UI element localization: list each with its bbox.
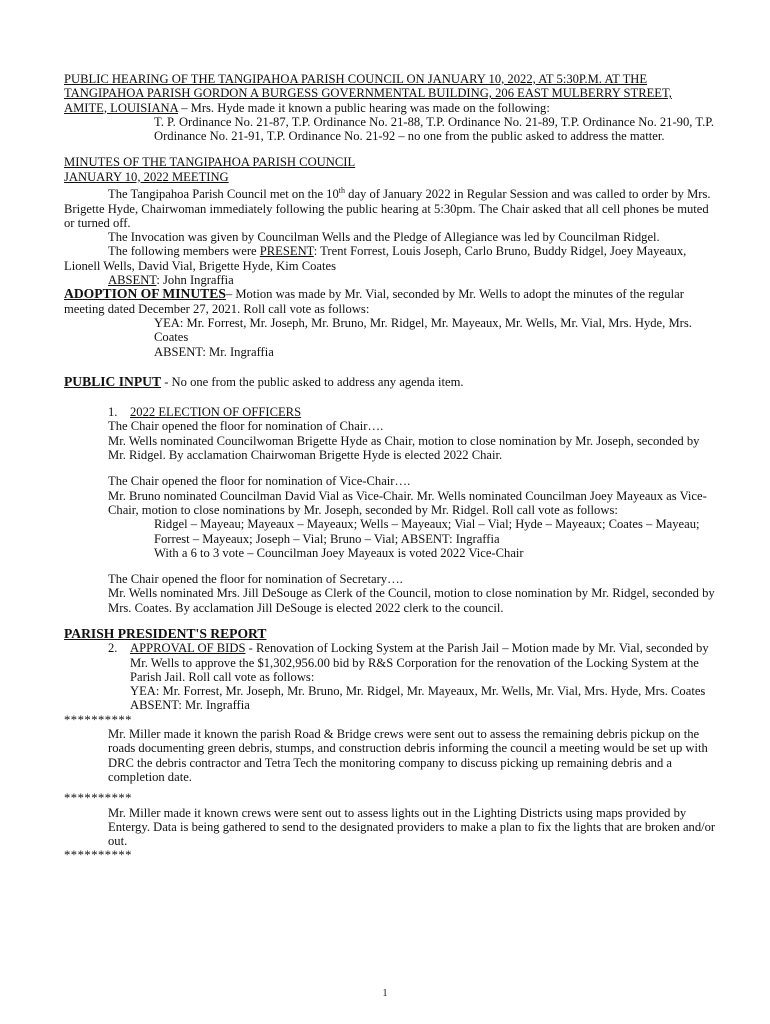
call-to-order-paragraph: The Tangipahoa Parish Council met on the 10th day of January 2022 in Regular Session and was called to order by Mrs. Brigette Hyde, Chairwoman immediately following the public hearing at 5:30pm. The Chair asked that all cell phones be muted or turned off. <box>64 186 711 230</box>
separator-stars: ********** <box>64 712 132 727</box>
adoption-paragraph: ADOPTION OF MINUTES– Motion was made by Mr. Vial, seconded by Mr. Wells to adopt the minutes of the regular meeting dated December 27, 2021. Roll call vote as follows: <box>64 286 684 316</box>
chair-nomination-result: Mr. Wells nominated Councilwoman Brigette Hyde as Chair, motion to close nomination by Mr. Joseph, seconded by Mr. Ridgel. By acclamation Chairwoman Brigette Hyde is elected 2022 Chair. <box>108 433 700 463</box>
vice-chair-nomination-open: The Chair opened the floor for nomination of Vice-Chair…. <box>108 474 411 489</box>
president-report-heading: PARISH PRESIDENT'S REPORT <box>64 625 267 641</box>
meeting-date-heading: JANUARY 10, 2022 MEETING <box>64 169 229 184</box>
adoption-label: ADOPTION OF MINUTES <box>64 286 226 302</box>
debris-report: Mr. Miller made it known the parish Road & Bridge crews were sent out to assess the remaining debris pickup on the roads documenting green debris, stumps, and construction debris informing the council a meeting would be set up with DRC the debris contractor and Tetra Tech the monitoring company to discuss picking up remaining debris and a completion date. <box>108 727 708 784</box>
page-number: 1 <box>382 988 388 999</box>
ordinance-list: T. P. Ordinance No. 21-87, T.P. Ordinance No. 21-88, T.P. Ordinance No. 21-89, T.P. Ordinance No. 21-90, T.P. Ordinance No. 21-91, T.P. Ordinance No. 21-92 – no one from the public asked to address the matter. <box>154 114 714 144</box>
invocation-paragraph: The Invocation was given by Councilman Wells and the Pledge of Allegiance was led by Councilman Ridgel. <box>108 230 660 245</box>
public-hearing-paragraph <box>64 72 716 115</box>
adoption-absent: ABSENT: Mr. Ingraffia <box>154 344 274 359</box>
vice-chair-votes: Ridgel – Mayeau; Mayeaux – Mayeaux; Wells – Mayeaux; Vial – Vial; Hyde – Mayeaux; Coates – Mayeau; Forrest – Mayeaux; Joseph – Vial; Bruno – Vial; ABSENT: Ingraffia <box>154 517 700 546</box>
public-input-label: PUBLIC INPUT <box>64 373 162 389</box>
election-item: 1. 2022 ELECTION OF OFFICERS <box>64 405 716 419</box>
chair-nomination-open: The Chair opened the floor for nomination of Chair…. <box>108 419 384 434</box>
election-title: 2022 ELECTION OF OFFICERS <box>130 405 302 420</box>
separator-stars: ********** <box>64 791 132 806</box>
absent-label: ABSENT <box>108 273 157 288</box>
vice-chair-nomination-text: Mr. Bruno nominated Councilman David Vial as Vice-Chair. Mr. Wells nominated Councilman Joey Mayeaux as Vice-Chair, motion to close nominations by Mr. Joseph, seconded by Mr. Ridgel. Roll call vote as follows: <box>108 488 707 517</box>
minutes-heading: MINUTES OF THE TANGIPAHOA PARISH COUNCIL <box>64 155 356 170</box>
document-page <box>64 72 716 863</box>
public-hearing-title: PUBLIC HEARING OF THE TANGIPAHOA PARISH COUNCIL ON JANUARY 10, 2022, AT 5:30P.M. AT THE TANGIPAHOA PARISH GORDON A BURGESS GOVERNMENTAL BUILDING, 206 EAST MULBERRY STREET, AMITE, LOUISIANA <box>64 72 672 115</box>
public-hearing-intro: – Mrs. Hyde made it known a public hearing was made on the following: <box>178 100 550 115</box>
secretary-nomination-result: Mr. Wells nominated Mrs. Jill DeSouge as Clerk of the Council, motion to close nomination by Mr. Ridgel, seconded by Mrs. Coates. By acclamation Jill DeSouge is elected 2022 clerk to the council. <box>108 586 715 615</box>
present-members-paragraph: The following members were PRESENT: Trent Forrest, Louis Joseph, Carlo Bruno, Buddy Ridgel, Joey Mayeaux, Lionell Wells, David Vial, Brigette Hyde, Kim Coates <box>64 244 687 273</box>
lighting-report: Mr. Miller made it known crews were sent out to assess lights out in the Lighting Districts using maps provided by Entergy. Data is being gathered to send to the designated providers to make a plan to fix the lights that are broken and/or out. <box>108 805 716 849</box>
absent-members: ABSENT: John Ingraffia <box>108 273 234 288</box>
separator-stars: ********** <box>64 848 132 863</box>
adoption-yea-votes: YEA: Mr. Forrest, Mr. Joseph, Mr. Bruno, Mr. Ridgel, Mr. Mayeaux, Mr. Wells, Mr. Vial, Mrs. Hyde, Mrs. Coates <box>154 315 692 345</box>
public-input-paragraph: PUBLIC INPUT - No one from the public asked to address any agenda item. <box>64 373 464 389</box>
approval-of-bids-item: 2. APPROVAL OF BIDS - Renovation of Locking System at the Parish Jail – Motion made by Mr. Vial, seconded by Mr. Wells to approve the $1,302,956.00 bid by R&S Corporation for the renovation of the Locking System at the Parish Jail. Roll call vote as follows: YEA: Mr. Forrest, Mr. Joseph, Mr. Bruno, Mr. Ridgel, Mr. Mayeaux, Mr. Wells, Mr. Vial, Mrs. Hyde, Mrs. Coates ABSENT: Mr. Ingraffia <box>108 641 709 713</box>
approval-of-bids-label: APPROVAL OF BIDS <box>130 641 246 656</box>
vice-chair-result: With a 6 to 3 vote – Councilman Joey Mayeaux is voted 2022 Vice-Chair <box>154 545 524 560</box>
approval-of-bids-votes: YEA: Mr. Forrest, Mr. Joseph, Mr. Bruno, Mr. Ridgel, Mr. Mayeaux, Mr. Wells, Mr. Vial, Mrs. Hyde, Mrs. Coates ABSENT: Mr. Ingraffia <box>130 684 706 713</box>
present-label: PRESENT <box>259 244 314 259</box>
secretary-nomination-open: The Chair opened the floor for nomination of Secretary…. <box>108 572 403 587</box>
